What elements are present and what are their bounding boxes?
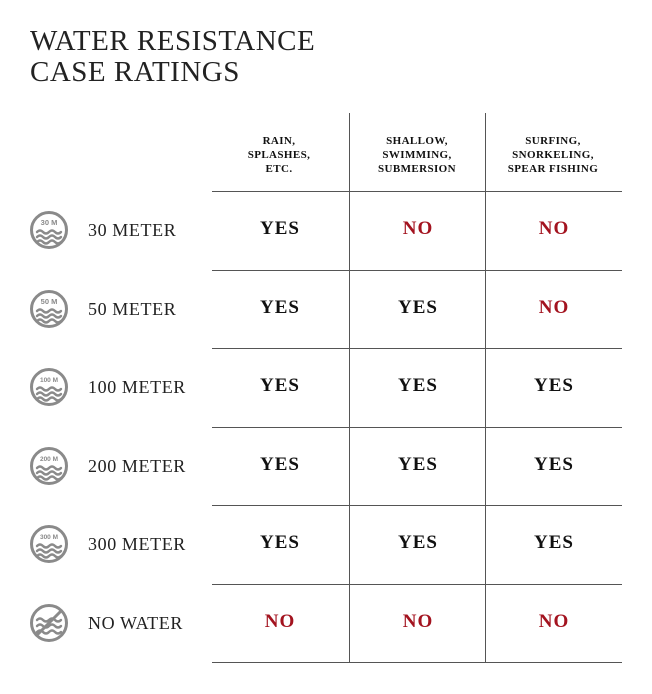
grid-divider-horizontal	[212, 662, 622, 663]
column-header-surfing	[486, 134, 620, 176]
row-label-text: 300 METER	[88, 533, 186, 554]
page-title	[30, 26, 315, 88]
rating-cell: YES	[260, 218, 300, 239]
row-label-text: 30 METER	[88, 219, 177, 240]
column-header-line: SWIMMING,	[382, 149, 452, 161]
row-label	[29, 289, 176, 329]
row-label	[29, 524, 186, 564]
rating-cell: NO	[264, 611, 296, 632]
grid-divider-horizontal	[212, 191, 622, 192]
grid-divider-horizontal	[212, 584, 622, 585]
icon-depth-text: 30 M	[40, 218, 58, 227]
title-line-1: WATER RESISTANCE	[30, 25, 316, 57]
icon-depth-text: 300 M	[39, 534, 59, 541]
rating-cell: YES	[534, 375, 574, 396]
rating-cell: YES	[398, 297, 438, 318]
icon-depth-text: 50 M	[40, 297, 58, 306]
row-label	[29, 210, 176, 250]
water-depth-300m-icon	[29, 524, 69, 564]
water-depth-50m-icon	[29, 289, 69, 329]
grid-divider-horizontal	[212, 505, 622, 506]
grid-divider-horizontal	[212, 427, 622, 428]
column-header-line: RAIN,	[262, 135, 296, 147]
water-depth-30m-icon	[29, 210, 69, 250]
row-label-text: NO WATER	[88, 612, 183, 633]
column-header-line: SPEAR FISHING	[507, 163, 599, 175]
rating-cell: YES	[398, 532, 438, 553]
no-water-icon	[29, 603, 69, 643]
rating-cell: NO	[402, 218, 434, 239]
icon-depth-text: 100 M	[39, 377, 59, 384]
row-label-text: 100 METER	[88, 376, 186, 397]
column-header-line: ETC.	[265, 163, 293, 175]
column-header-line: SHALLOW,	[386, 135, 448, 147]
title-line-2: CASE RATINGS	[30, 56, 240, 88]
rating-cell: NO	[538, 297, 570, 318]
rating-cell: YES	[260, 297, 300, 318]
grid-divider-horizontal	[212, 348, 622, 349]
row-label-text: 50 METER	[88, 298, 177, 319]
rating-cell: NO	[538, 611, 570, 632]
row-label	[29, 446, 186, 486]
row-label	[29, 367, 186, 407]
water-depth-100m-icon	[29, 367, 69, 407]
rating-cell: YES	[260, 454, 300, 475]
column-header-rain	[212, 134, 346, 176]
icon-depth-text: 200 M	[39, 456, 59, 463]
column-header-line: SNORKELING,	[512, 149, 594, 161]
rating-cell: NO	[402, 611, 434, 632]
column-header-line: SUBMERSION	[378, 163, 456, 175]
rating-cell: YES	[260, 375, 300, 396]
grid-divider-horizontal	[212, 270, 622, 271]
rating-cell: YES	[398, 375, 438, 396]
rating-cell: NO	[538, 218, 570, 239]
rating-cell: YES	[534, 454, 574, 475]
column-header-line: SURFING,	[525, 135, 581, 147]
column-header-line: SPLASHES,	[247, 149, 311, 161]
rating-cell: YES	[534, 532, 574, 553]
rating-cell: YES	[260, 532, 300, 553]
rating-cell: YES	[398, 454, 438, 475]
water-depth-200m-icon	[29, 446, 69, 486]
column-header-shallow	[350, 134, 484, 176]
row-label	[29, 603, 183, 643]
row-label-text: 200 METER	[88, 455, 186, 476]
